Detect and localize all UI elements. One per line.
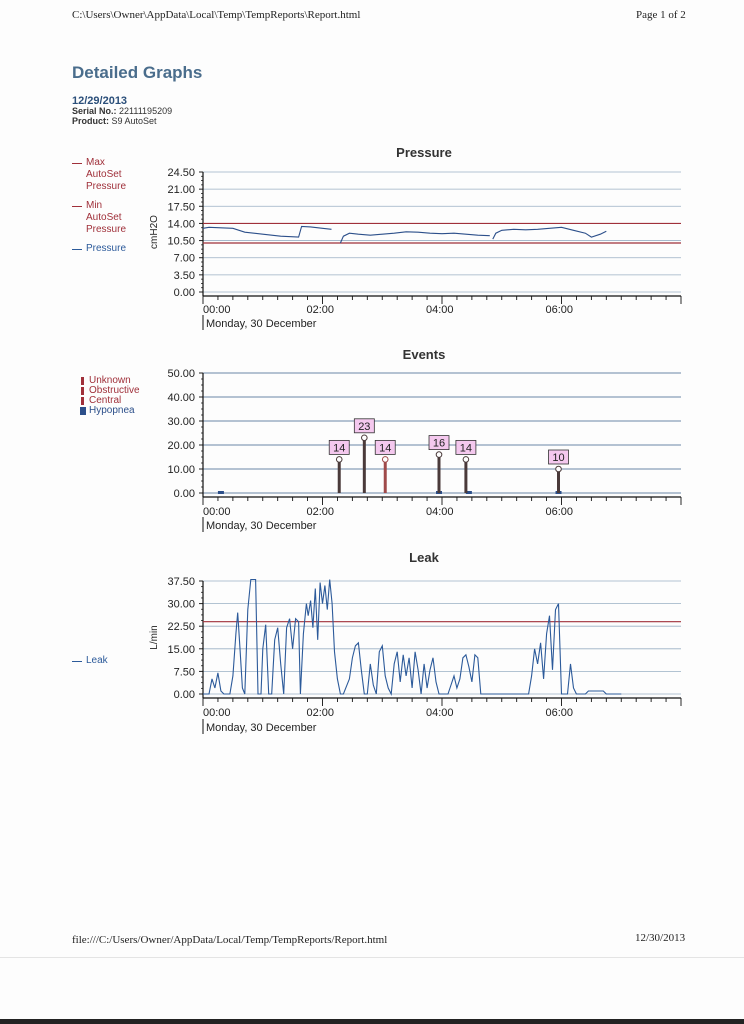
y-tick-label: 7.50 xyxy=(173,666,195,679)
event-data-label: 23 xyxy=(358,420,371,433)
event-data-label: 14 xyxy=(333,442,346,455)
y-tick-label: 10.00 xyxy=(167,464,195,476)
y-axis-label: L/min xyxy=(149,625,160,650)
event-marker xyxy=(463,457,469,463)
pressure-chart-title: Pressure xyxy=(396,145,452,160)
legend-label: AutoSet xyxy=(86,212,122,223)
product-value: S9 AutoSet xyxy=(111,116,157,126)
x-tick-label: 02:00 xyxy=(306,707,335,719)
x-tick-label: 02:00 xyxy=(306,506,335,518)
y-tick-label: 0.00 xyxy=(173,488,195,500)
y-tick-label: 50.00 xyxy=(167,368,195,380)
y-axis-label: cmH2O xyxy=(149,215,160,249)
event-marker xyxy=(436,452,442,458)
legend-label: Pressure xyxy=(86,224,127,235)
y-tick-label: 0.00 xyxy=(173,287,195,299)
x-tick-label: 00:00 xyxy=(203,304,231,316)
y-tick-label: 40.00 xyxy=(167,392,195,404)
event-marker xyxy=(336,457,342,463)
product-label: Product: xyxy=(72,116,109,126)
pressure-series-segment xyxy=(203,226,332,237)
file-path-header: C:\Users\Owner\AppData\Local\Temp\TempReports\Report.html xyxy=(72,9,361,21)
legend-label: Pressure xyxy=(86,181,127,192)
legend-label: Min xyxy=(86,200,103,211)
page-title: Detailed Graphs xyxy=(72,63,203,82)
leak-chart-title: Leak xyxy=(409,550,439,565)
y-tick-label: 24.50 xyxy=(167,167,195,179)
x-date-label: Monday, 30 December xyxy=(206,318,317,330)
event-marker xyxy=(362,435,368,441)
hypopnea-marker xyxy=(218,491,224,494)
footer-url: file:///C:/Users/Owner/AppData/Local/Temp/TempReports/Report.html xyxy=(72,934,388,946)
report-date: 12/29/2013 xyxy=(72,95,128,107)
y-tick-label: 37.50 xyxy=(167,576,195,588)
y-tick-label: 20.00 xyxy=(167,440,195,452)
event-data-label: 14 xyxy=(379,442,392,455)
x-tick-label: 04:00 xyxy=(426,707,454,719)
y-tick-label: 14.00 xyxy=(167,218,195,231)
x-tick-label: 00:00 xyxy=(203,707,231,719)
x-tick-label: 04:00 xyxy=(426,304,454,316)
legend-label: Pressure xyxy=(86,243,127,254)
y-tick-label: 30.00 xyxy=(167,598,195,611)
x-tick-label: 06:00 xyxy=(545,304,574,316)
serial-value: 22111195209 xyxy=(119,106,173,116)
y-tick-label: 10.50 xyxy=(167,235,195,248)
y-tick-label: 15.00 xyxy=(167,643,195,656)
pressure-series-segment xyxy=(340,232,489,243)
page-number: Page 1 of 2 xyxy=(636,9,686,21)
y-tick-label: 21.00 xyxy=(167,184,195,197)
page-divider xyxy=(0,957,744,958)
serial-label: Serial No.: xyxy=(72,106,117,116)
x-tick-label: 02:00 xyxy=(306,304,335,316)
events-chart-title: Events xyxy=(402,347,446,362)
event-data-label: 14 xyxy=(459,442,473,455)
legend-label: Obstructive xyxy=(89,385,140,396)
pressure-series-segment xyxy=(493,227,607,239)
x-tick-label: 06:00 xyxy=(545,707,574,719)
event-marker xyxy=(556,466,562,472)
y-tick-label: 0.00 xyxy=(173,689,195,701)
y-tick-label: 3.50 xyxy=(173,269,195,282)
x-date-label: Monday, 30 December xyxy=(206,520,317,532)
legend-label: Leak xyxy=(86,655,108,666)
scan-edge xyxy=(0,1019,744,1024)
legend-label: Central xyxy=(89,395,122,406)
event-marker xyxy=(382,457,388,463)
x-tick-label: 06:00 xyxy=(545,506,574,518)
x-date-label: Monday, 30 December xyxy=(206,722,317,734)
y-tick-label: 30.00 xyxy=(167,416,195,428)
leak-series-line xyxy=(203,580,621,695)
x-tick-label: 04:00 xyxy=(426,506,454,518)
event-data-label: 10 xyxy=(552,452,565,464)
legend-label: Unknown xyxy=(89,375,131,386)
y-tick-label: 22.50 xyxy=(167,621,195,634)
footer-date: 12/30/2013 xyxy=(635,932,686,944)
legend-label: Hypopnea xyxy=(89,405,135,416)
event-data-label: 16 xyxy=(432,437,446,450)
y-tick-label: 17.50 xyxy=(167,201,195,214)
x-tick-label: 00:00 xyxy=(203,506,231,518)
y-tick-label: 7.00 xyxy=(173,252,195,265)
legend-label: Max xyxy=(86,157,105,168)
legend-label: AutoSet xyxy=(86,169,122,180)
